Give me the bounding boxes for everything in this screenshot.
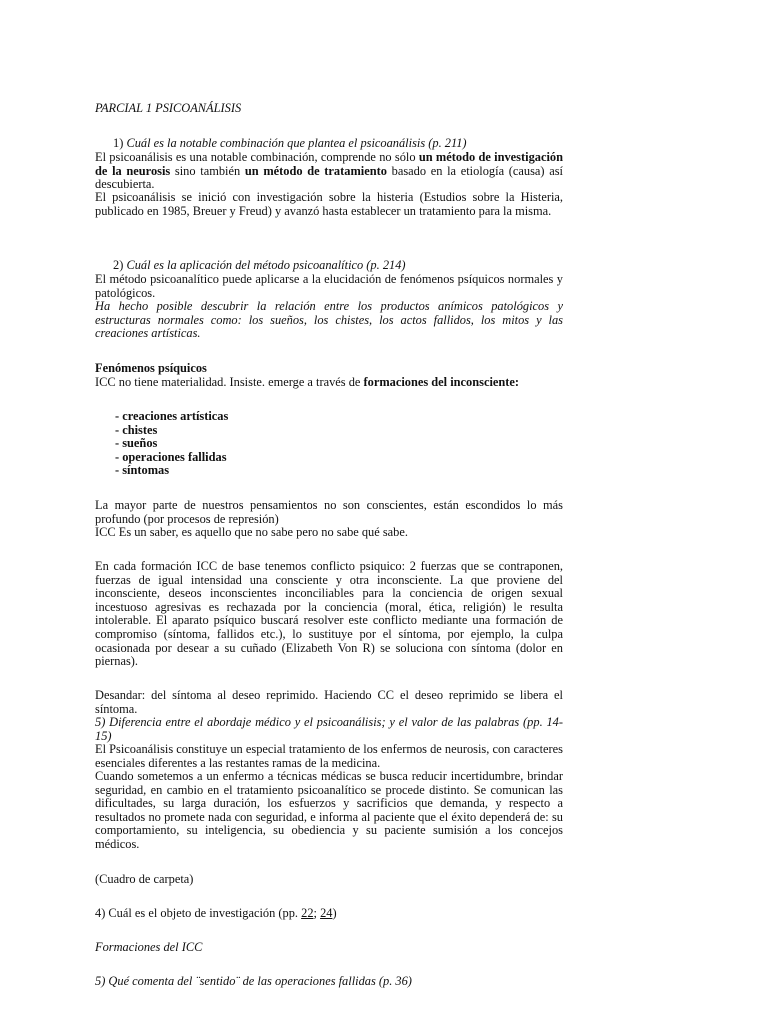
bold-treatment-method: un método de tratamiento — [244, 163, 387, 178]
desandar-paragraph: Desandar: del síntoma al deseo reprimido. Haciendo CC el deseo reprimido se libera el síntoma. — [95, 688, 563, 716]
question-2 — [95, 259, 563, 273]
fenomenos-heading: Fenómenos psíquicos — [95, 361, 207, 375]
answer-2-paragraph-1: El método psicoanalítico puede aplicarse a la elucidación de fenómenos psíquicos normales y patológicos. — [95, 272, 563, 300]
list-item: - síntomas — [115, 463, 170, 478]
formaciones-heading: Formaciones del ICC — [95, 940, 203, 954]
question-1-heading: Cuál es la notable combinación que plantea el psicoanálisis (p. 211) — [126, 136, 467, 150]
list-item: - creaciones artísticas — [115, 409, 229, 423]
page-link-22[interactable]: 22 — [301, 906, 314, 920]
formations-list — [95, 410, 563, 478]
answer-1-paragraph-1: El psicoanálisis es una notable combinación, comprende no sólo un método de investigación de la neurosis sino también un método de tratamiento basado en la etiología (causa) así descubierta. — [95, 150, 563, 192]
list-item: - chistes — [115, 422, 158, 437]
answer-2-paragraph-2: Ha hecho posible descubrir la relación entre los productos anímicos patológicos y estructuras normales como: los sueños, los chistes, los actos fallidos, los mitos y las creaciones artísticas. — [95, 299, 563, 341]
question-1 — [95, 137, 563, 151]
question-2-heading: Cuál es la aplicación del método psicoanalítico (p. 214) — [126, 258, 406, 272]
question-1-number: 1) — [113, 136, 124, 150]
answer-1-paragraph-2: El psicoanálisis se inició con investigación sobre la histeria (Estudios sobre la Histeria, publicado en 1985, Breuer y Freud) y avanzó hasta establecer un tratamiento para la misma. — [95, 190, 563, 218]
question-2-number: 2) — [113, 258, 124, 272]
thoughts-paragraph: La mayor parte de nuestros pensamientos no son conscientes, están escondidos lo más profundo (por procesos de represión) — [95, 498, 563, 526]
conflict-paragraph: En cada formación ICC de base tenemos conflicto psiquico: 2 fuerzas que se contraponen, fuerzas de igual intensidad una consciente y otra inconsciente. La que proviene del inconsciente, deseos inconscientes inconciliables para la conciencia de origen sexual incestuoso agresivas es rechazada por la conciencia (moral, ética, religión) le resulta intolerable. El aparato psíquico buscará resolver este conflicto mediante una formación de compromiso (síntoma, fallidos etc.), lo sustituye por el síntoma, por ejemplo, la culpa ocasionada por desear a su cuñado (Elizabeth Von R) se soluciona con síntoma (dolor en piernas). — [95, 559, 563, 669]
question-4: 4) Cuál es el objeto de investigación (pp. 22; 24) — [95, 906, 337, 920]
page-link-24[interactable]: 24 — [320, 906, 333, 920]
psychoanalysis-paragraph: El Psicoanálisis constituye un especial tratamiento de los enfermos de neurosis, con caracteres esenciales diferentes a las restantes ramas de la medicina. — [95, 742, 563, 770]
list-item: - sueños — [115, 436, 158, 451]
bold-investigation-method: un método de investigación de la neurosis — [95, 150, 563, 178]
cuadro-note: (Cuadro de carpeta) — [95, 872, 194, 886]
question-5-fallidas: 5) Qué comenta del ¨sentido¨ de las operaciones fallidas (p. 36) — [95, 974, 412, 988]
icc-definition: ICC Es un saber, es aquello que no sabe pero no sabe qué sabe. — [95, 525, 408, 539]
list-item: - operaciones fallidas — [115, 449, 227, 464]
question-5-difference: 5) Diferencia entre el abordaje médico y el psicoanálisis; y el valor de las palabras (pp. 14-15) — [95, 715, 563, 743]
fenomenos-intro: ICC no tiene materialidad. Insiste. emerge a través de formaciones del inconsciente: — [95, 375, 520, 389]
document-title: PARCIAL 1 PSICOANÁLISIS — [95, 101, 242, 115]
medical-techniques-paragraph: Cuando sometemos a un enfermo a técnicas médicas se busca reducir incertidumbre, brindar seguridad, en cambio en el tratamiento psicoanalítico se procede distinto. Se comunican las dificultades, su larga duración, los esfuerzos y sacrificios que demanda, y respecto a resultados no promete nada con seguridad, e informa al paciente que el éxito dependerá de: su comportamiento, su inteligencia, su obediencia y su paciente sumisión a los concejos médicos. — [95, 769, 563, 851]
